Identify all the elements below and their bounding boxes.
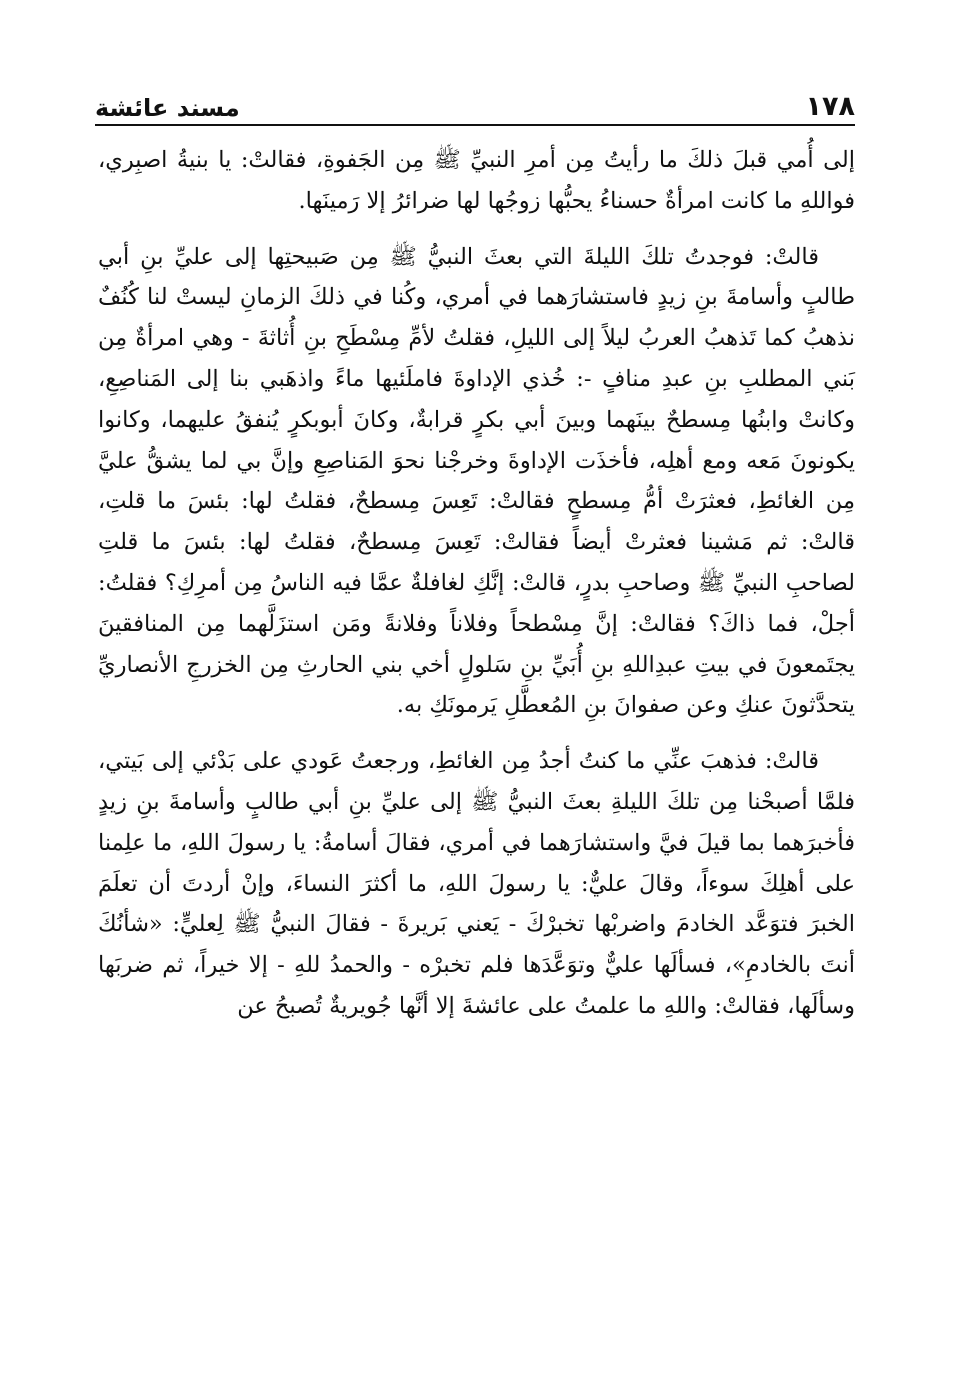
- main-text: [98, 140, 855, 1042]
- paragraph: قالتْ: فوجدتُ تلكَ الليلةَ التي بعثَ النبيُّ ﷺ مِن صَبيحتِها إلى عليِّ بنِ أبي طالبٍ وأسامةَ بنِ زيدٍ فاستشارَهما في أمري، وكُنا في ذلكَ الزمانِ ليستْ لنا كُنُفٌ نذهبُ كما تَذهبُ العربُ ليلاً إلى الليلِ، فقلتُ لأمِّ مِسْطَحِ بنِ أُثاثةَ - وهي امرأةٌ مِن بَني المطلبِ بنِ عبدِ منافٍ -: خُذي الإداوةَ فاملَئيها ماءً واذهَبي بنا إلى المَناصِعِ، وكانتْ وابنُها مِسطحٌ بينَهما وبينَ أبي بكرٍ قرابةٌ، وكانَ أبوبكرٍ يُنفقُ عليهما، وكانوا يكونونَ مَعه ومع أهلِه، فأخذَت الإداوةَ وخرجْنا نحوَ المَناصِعِ وإنَّ بي لما يشقُّ عليَّ مِن الغائطِ، فعثرَتْ أمُّ مِسطحٍ فقالتْ: تَعِسَ مِسطحٌ، فقلتُ لها: بئسَ ما قلتِ، قالتْ: ثم مَشينا فعثرتْ أيضاً فقالتْ: تَعِسَ مِسطحٌ، فقلتُ لها: بئسَ ما قلتِ لصاحبِ النبيِّ ﷺ وصاحبِ بدرٍ، قالتْ: إنَّكِ لغافلةٌ عمَّا فيه الناسُ مِن أمرِكِ؟ فقلتُ: أجلْ، فما ذاكَ؟ فقالتْ: إنَّ مِسْطحاً وفلاناً وفلانةً ومَن استزَلَّهما مِن المنافقينَ يجتَمعونَ في بيتِ عبدِاللهِ بنِ أُبَيِّ بنِ سَلولٍ أخي بني الحارثِ مِن الخزرجِ الأنصاريِّ يتحدَّثونَ عنكِ وعن صفوانَ بنِ المُعطَّلِ يَرمونَكِ به.: [98, 243, 855, 719]
- page-header: [95, 80, 855, 120]
- page-number: ١٧٨: [805, 91, 855, 122]
- paragraph: إلى أُمي قبلَ ذلكَ ما رأيتُ مِن أمرِ النبيِّ ﷺ مِن الجَفوةِ، فقالتْ: يا بنيةُ اصبِري، فواللهِ ما كانت امرأةٌ حسناءُ يحبُّها زوجُها لها ضرائرُ إلا رَمينَها.: [98, 147, 855, 214]
- running-title: مسند عائشة: [95, 94, 240, 122]
- paragraph: قالتْ: فذهبَ عنِّي ما كنتُ أجدُ مِن الغائطِ، ورجعتُ عَودي على بَدْئي إلى بَيتي، فلمَّا أصبحْنا مِن تلكَ الليلةِ بعثَ النبيُّ ﷺ إلى عليِّ بنِ أبي طالبٍ وأسامةَ بنِ زيدٍ فأخبرَهما بما قيلَ فيَّ واستشارَهما في أمري، فقالَ أسامةُ: يا رسولَ اللهِ، ما علِمنا على أهلِكَ سوءاً، وقالَ عليٌّ: يا رسولَ اللهِ، ما أكثرَ النساءَ، وإنْ أردتَ أن تعلَمَ الخبرَ فتوَعَّد الخادمَ واضربْها تخبرْكَ - يَعني بَريرةَ - فقالَ النبيُّ ﷺ لِعليٍّ: «شأنُكَ أنتَ بالخادمِ»، فسألَها عليٌّ وتوَعَّدَها فلم تخبرْه - والحمدُ للهِ - إلا خيراً، ثم ضربَها وسألَها، فقالتْ: واللهِ ما علمتُ على عائشةَ إلا أنَّها جُويريةٌ تُصبحُ عن: [98, 748, 855, 1019]
- header-divider: [95, 124, 855, 126]
